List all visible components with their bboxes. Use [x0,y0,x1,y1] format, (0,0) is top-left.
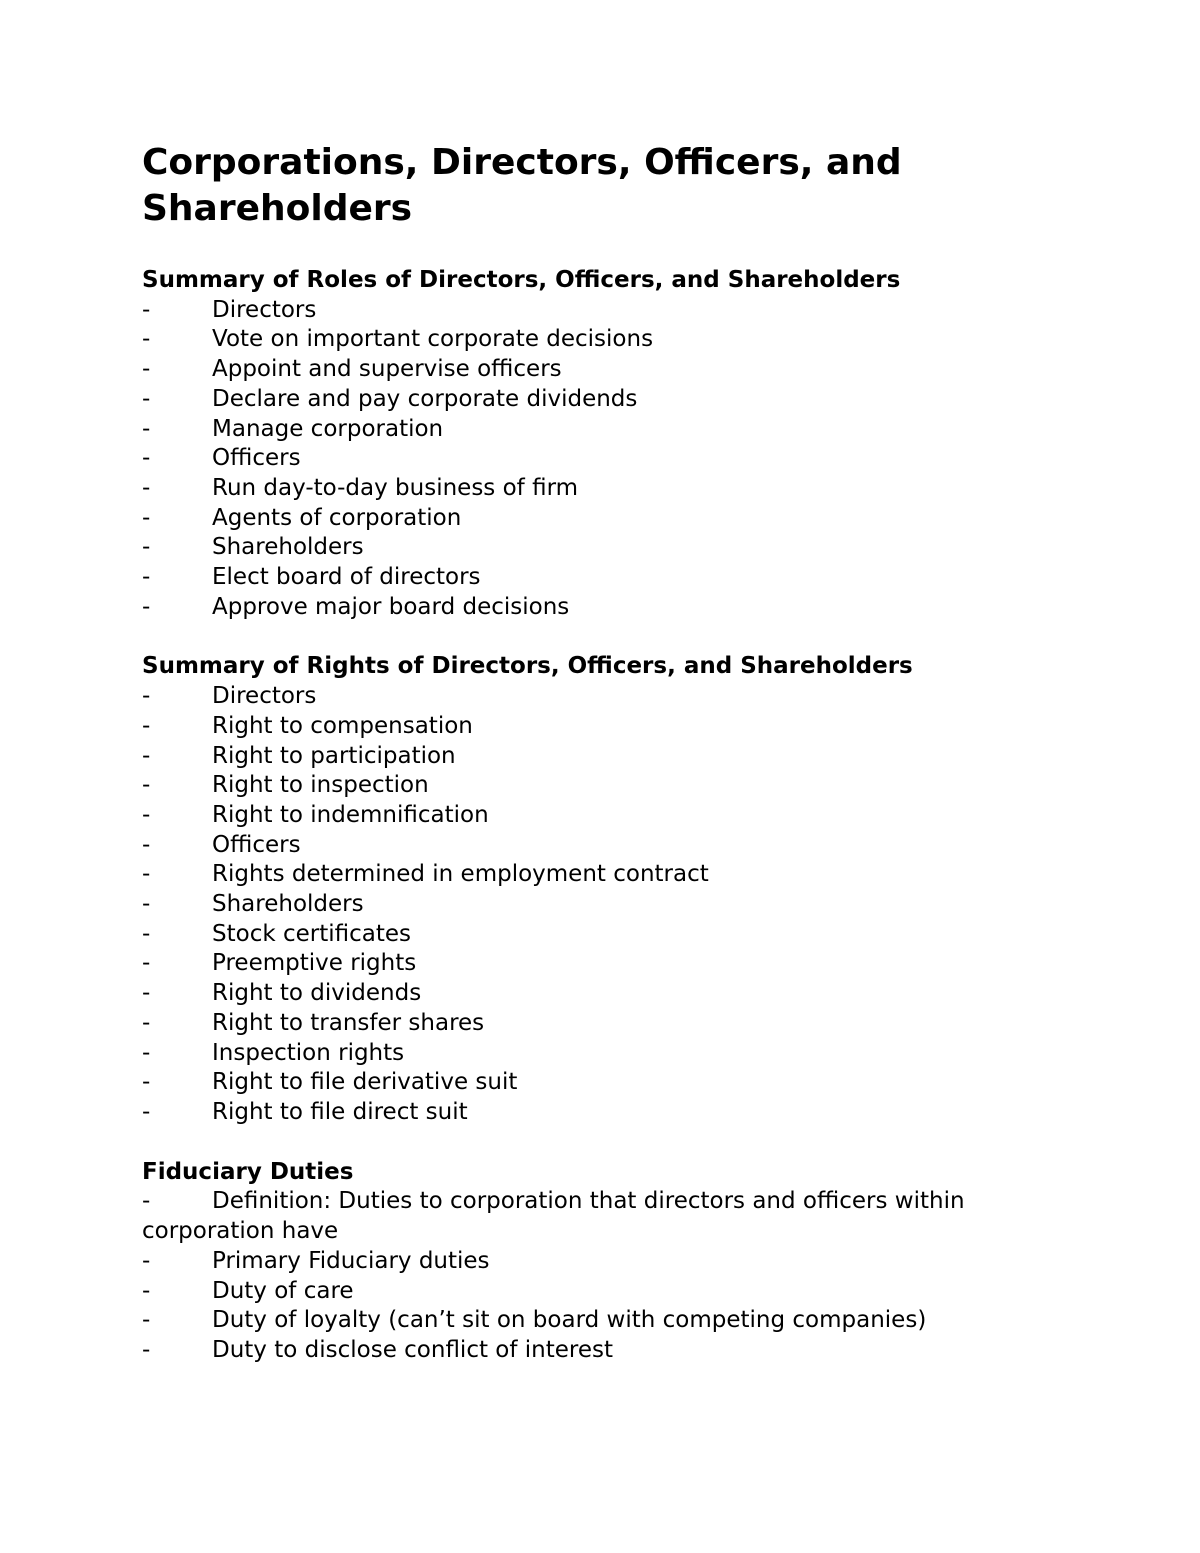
list-item [142,860,1082,890]
bullet-dash: - [142,356,151,383]
list-item-text: Manage corporation [212,415,444,442]
bullet-dash: - [142,564,151,591]
bullet-dash: - [142,1039,151,1066]
list-item [142,474,1082,504]
list-item [142,682,1082,712]
bullet-dash: - [142,504,151,531]
list-item-text: Run day-to-day business of firm [212,474,579,501]
list-item-text: Officers [212,445,301,472]
bullet-dash: - [142,891,151,918]
bullet-dash: - [142,1247,151,1274]
section-heading: Fiduciary Duties [142,1158,354,1185]
list-item-text: Definition: Duties to corporation that directors and officers within corporation have [142,1188,965,1245]
list-item [142,385,1082,415]
bullet-dash: - [142,296,151,323]
list-item-text: Duty of care [212,1277,354,1304]
bullet-dash: - [142,415,151,442]
bullet-dash: - [142,712,151,739]
list-item-text: Officers [212,831,301,858]
list-item-text: Inspection rights [212,1039,405,1066]
section-heading: Summary of Roles of Directors, Officers, and Shareholders [142,267,901,293]
list-item-text: Directors [212,296,317,323]
bullet-dash: - [142,831,151,858]
list-item [142,1277,1082,1307]
list-item [142,742,1082,772]
list-item-text: Shareholders [212,534,364,561]
list-item [142,325,1082,355]
list-item [142,801,1082,831]
list-item [142,712,1082,742]
list-item [142,1009,1082,1039]
bullet-dash: - [142,1277,151,1304]
list-item [142,593,1082,623]
list-item [142,920,1082,950]
list-item-text: Duty of loyalty (can’t sit on board with competing companies) [212,1307,927,1334]
bullet-dash: - [142,801,151,828]
list-item-text: Elect board of directors [212,564,481,591]
list-item-text: Primary Fiduciary duties [212,1247,490,1274]
bullet-dash: - [142,772,151,799]
list-item-text: Duty to disclose conflict of interest [212,1336,614,1363]
bullet-dash: - [142,1188,151,1215]
list-item-text: Right to dividends [212,980,422,1007]
bullet-dash: - [142,950,151,977]
list-item-text: Directors [212,683,317,710]
list-item [142,444,1082,474]
document-title: Corporations, Directors, Officers, and Shareholders [142,142,902,229]
list-item [142,979,1082,1009]
list-item [142,504,1082,534]
bullet-dash: - [142,445,151,472]
section-rights [142,652,1082,1127]
section-fiduciary-duties [142,1158,1082,1366]
section-heading: Summary of Rights of Directors, Officers, and Shareholders [142,653,913,680]
list-item [142,415,1082,445]
list-item-text: Declare and pay corporate dividends [212,385,638,412]
bullet-dash: - [142,683,151,710]
section-roles [142,266,1082,622]
list-item [142,771,1082,801]
bullet-dash: - [142,534,151,561]
list-item [142,1039,1082,1069]
list-item [142,831,1082,861]
list-item [142,1306,1082,1336]
bullet-dash: - [142,474,151,501]
list-item-text: Preemptive rights [212,950,417,977]
list-item-text: Right to compensation [212,712,473,739]
list-item [142,533,1082,563]
list-item-text: Shareholders [212,891,364,918]
bullet-dash: - [142,1336,151,1363]
list-item-text: Vote on important corporate decisions [212,326,654,353]
list-item-text: Stock certificates [212,920,412,947]
bullet-dash: - [142,385,151,412]
list-item [142,890,1082,920]
bullet-dash: - [142,1307,151,1334]
list-item-text: Right to file derivative suit [212,1069,518,1096]
list-item [142,296,1082,326]
list-item-text: Right to transfer shares [212,1009,485,1036]
list-item [142,1247,1082,1277]
bullet-dash: - [142,861,151,888]
list-item-text: Appoint and supervise officers [212,356,562,383]
list-item [142,949,1082,979]
bullet-dash: - [142,1069,151,1096]
list-item [142,1187,1082,1246]
list-item-text: Rights determined in employment contract [212,861,709,888]
list-item [142,563,1082,593]
bullet-dash: - [142,593,151,620]
list-item [142,1336,1082,1366]
bullet-dash: - [142,1009,151,1036]
list-item-text: Right to file direct suit [212,1098,468,1125]
list-item-text: Right to indemnification [212,801,489,828]
bullet-dash: - [142,742,151,769]
list-item [142,1098,1082,1128]
bullet-dash: - [142,326,151,353]
list-item [142,355,1082,385]
bullet-dash: - [142,1098,151,1125]
list-item-text: Approve major board decisions [212,593,570,620]
bullet-dash: - [142,980,151,1007]
bullet-dash: - [142,920,151,947]
list-item-text: Right to participation [212,742,456,769]
document-page [142,140,1082,1366]
list-item-text: Right to inspection [212,772,429,799]
list-item-text: Agents of corporation [212,504,462,531]
list-item [142,1068,1082,1098]
